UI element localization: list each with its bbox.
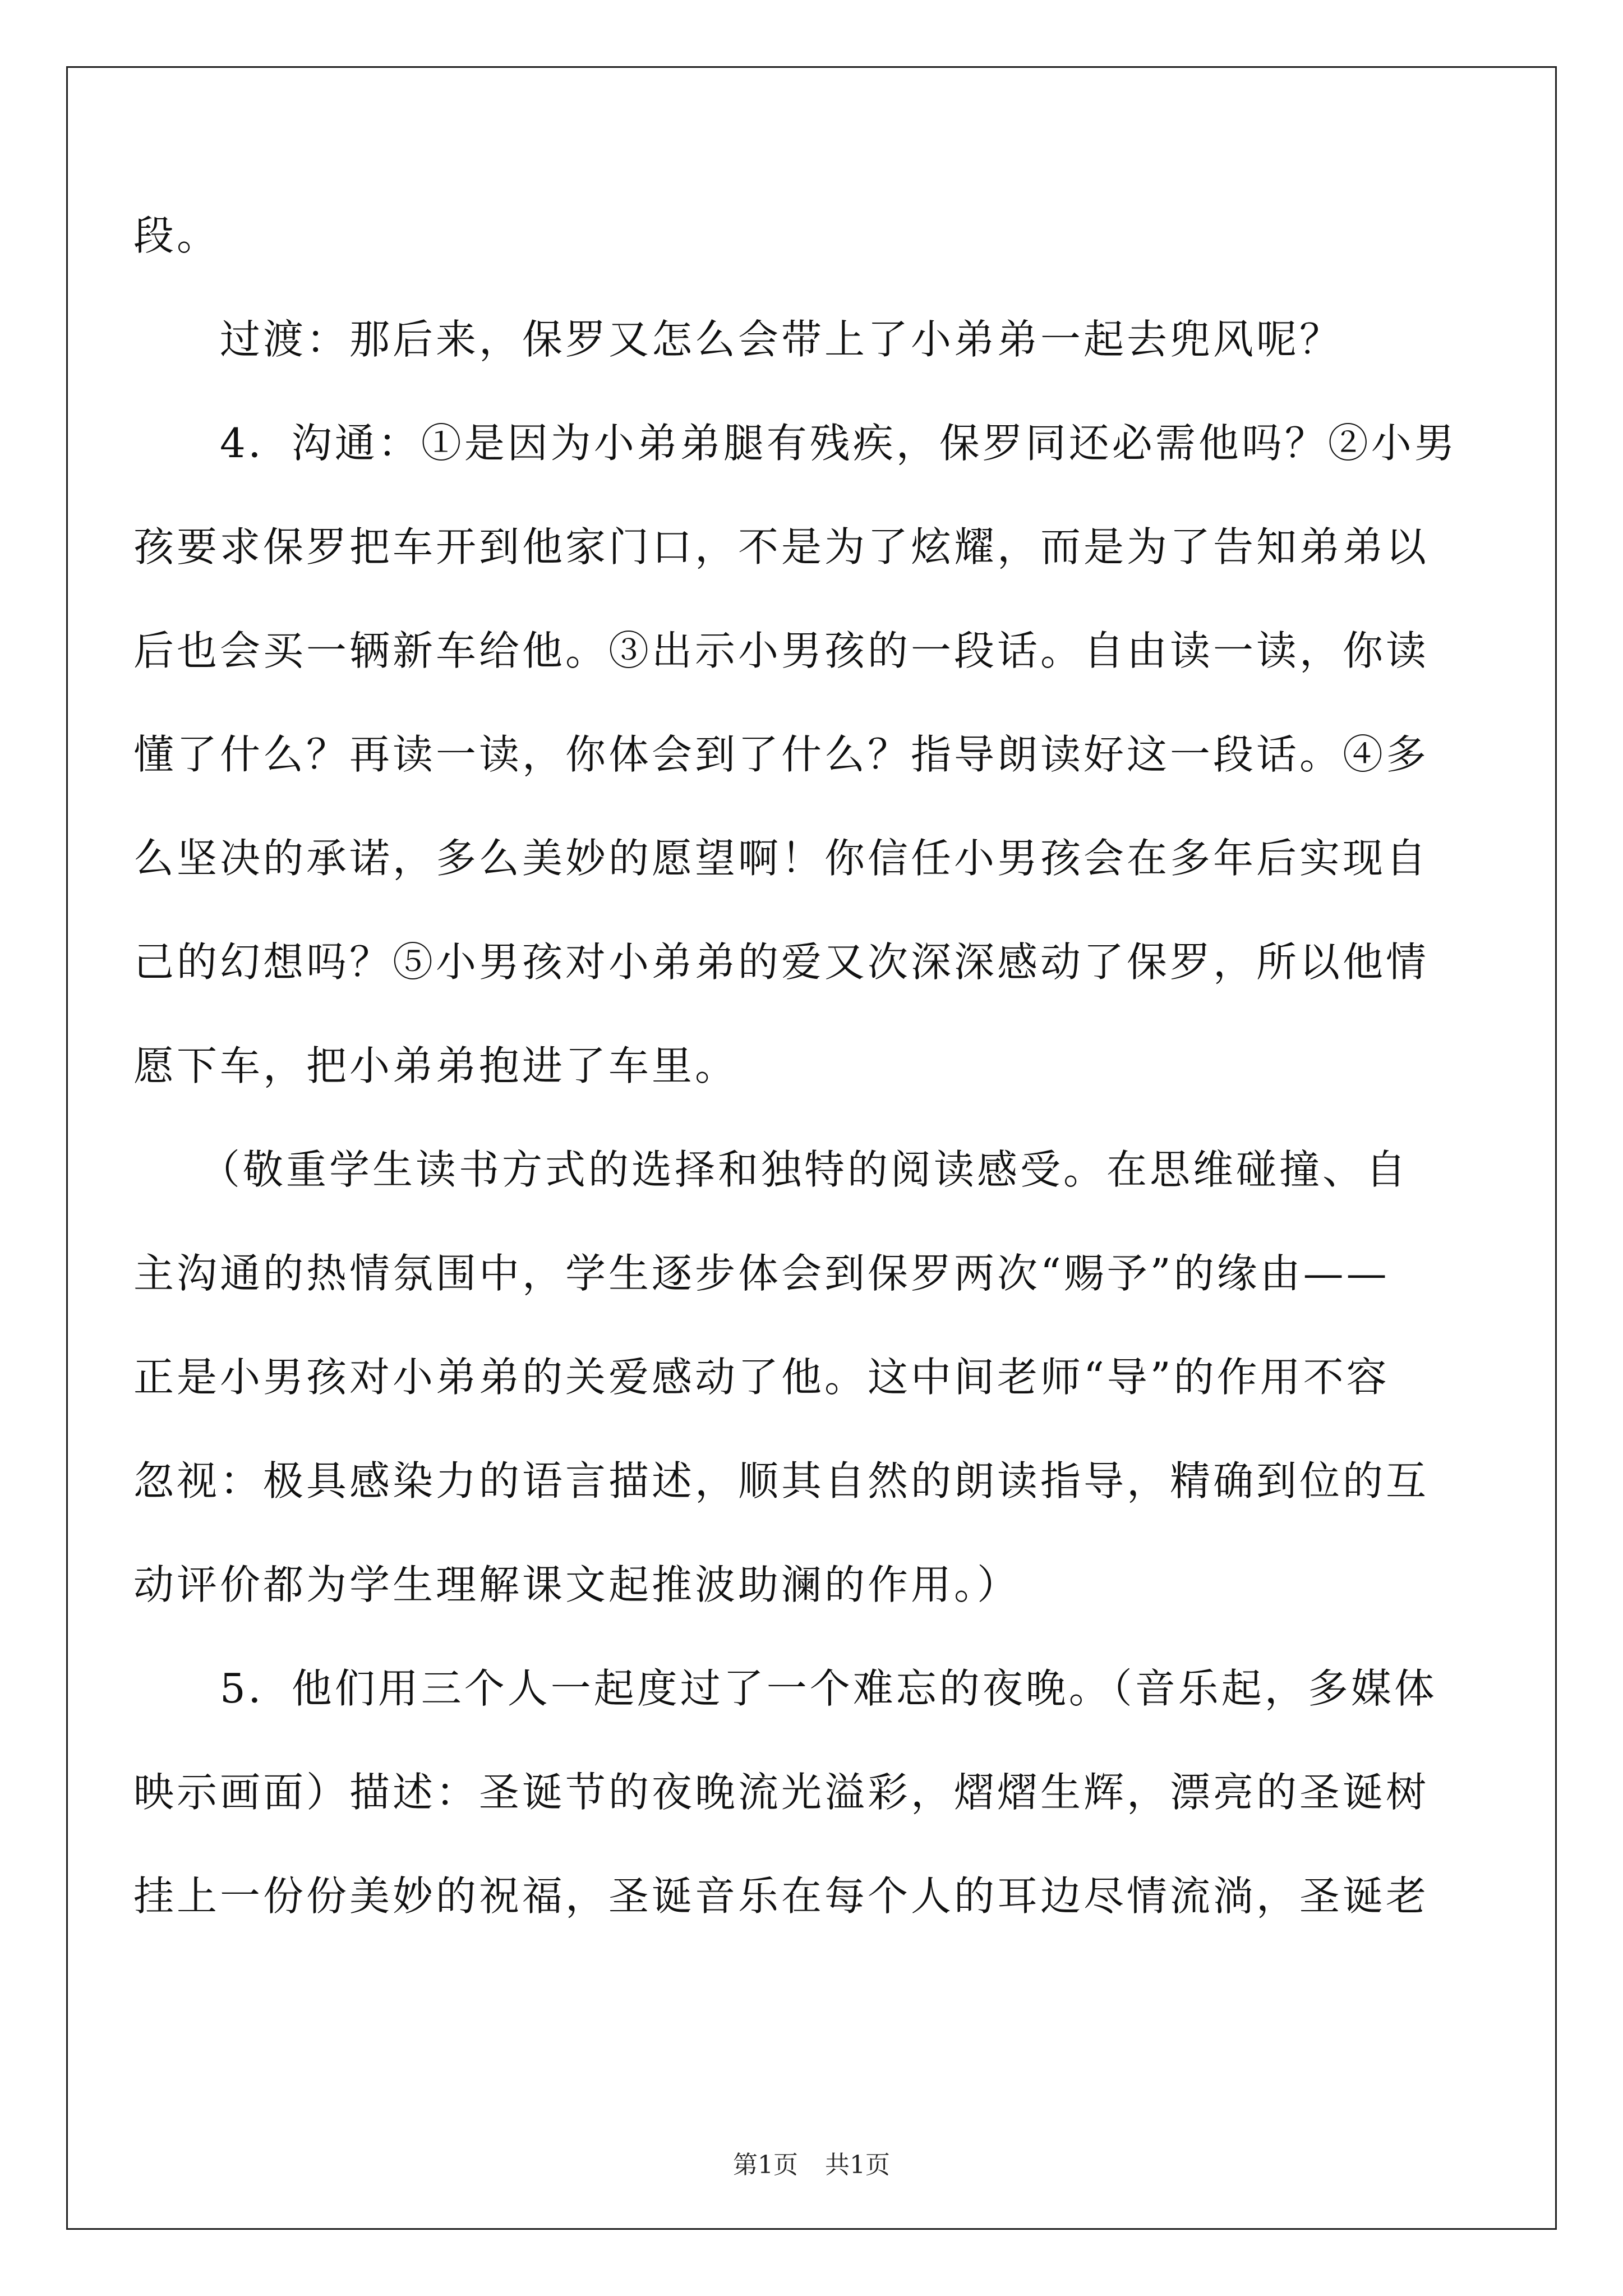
text-line: 动评价都为学生理解课文起推波助澜的作用。） — [133, 1561, 1021, 1608]
text-line: 主沟通的热情氛围中，学生逐步体会到保罗两次“赐予”的缘由—— — [133, 1250, 1390, 1297]
text-line: 映示画面）描述：圣诞节的夜晚流光溢彩，熠熠生辉，漂亮的圣诞树 — [133, 1769, 1430, 1816]
text-line: 5．他们用三个人一起度过了一个难忘的夜晚。（音乐起，多媒体 — [133, 1665, 1437, 1712]
page-footer — [0, 2148, 1623, 2182]
text-line: 4．沟通：①是因为小弟弟腿有残疾，保罗同还必需他吗？②小男 — [133, 420, 1458, 467]
text-line: 懂了什么？再读一读，你体会到了什么？指导朗读好这一段话。④多 — [133, 731, 1430, 778]
text-line: 挂上一份份美妙的祝福，圣诞音乐在每个人的耳边尽情流淌，圣诞老 — [133, 1872, 1430, 1920]
text-line: 过渡：那后来，保罗又怎么会带上了小弟弟一起去兜风呢？ — [133, 316, 1343, 363]
text-line: 忽视：极具感染力的语言描述，顺其自然的朗读指导，精确到位的互 — [133, 1457, 1430, 1504]
text-line: （敬重学生读书方式的选择和独特的阅读感受。在思维碰撞、自 — [133, 1146, 1409, 1193]
text-line: 正是小男孩对小弟弟的关爱感动了他。这中间老师“导”的作用不容 — [133, 1354, 1390, 1401]
text-line: 段。 — [133, 212, 220, 259]
text-line: 愿下车，把小弟弟抱进了车里。 — [133, 1042, 739, 1089]
page-number: 第1页 — [733, 2151, 798, 2179]
text-line: 么坚决的承诺，多么美妙的愿望啊！你信任小男孩会在多年后实现自 — [133, 835, 1430, 882]
text-line: 己的幻想吗？⑤小男孩对小弟弟的爱又次深深感动了保罗，所以他情 — [133, 938, 1430, 986]
text-line: 后也会买一辆新车给他。③出示小男孩的一段话。自由读一读，你读 — [133, 627, 1430, 674]
page-total: 共1页 — [825, 2151, 890, 2179]
text-line: 孩要求保罗把车开到他家门口，不是为了炫耀，而是为了告知弟弟以 — [133, 523, 1430, 570]
